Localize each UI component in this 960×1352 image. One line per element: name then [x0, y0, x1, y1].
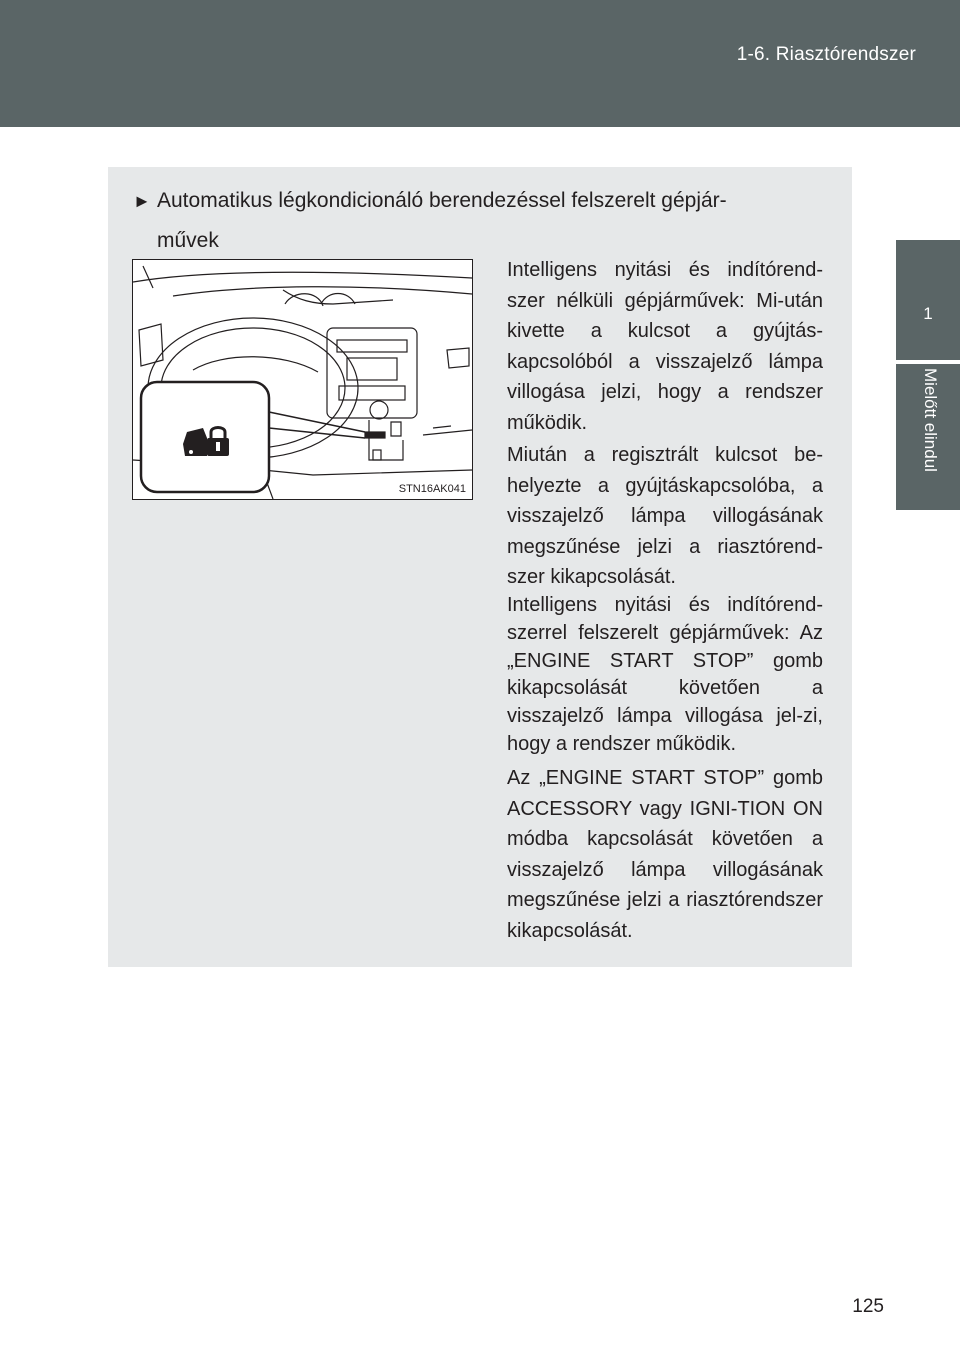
- dashboard-drawing: [133, 260, 472, 499]
- info-panel: [108, 167, 852, 967]
- section-title: 1-6. Riasztórendszer: [736, 44, 916, 65]
- paragraph-2: Miután a regisztrált kulcsot be-helyezte a gyújtáskapcsolóba, a visszajelző lámpa villogásának megszűnése jelzi a riasztórend-szer kikapcsolását.: [507, 444, 823, 588]
- chapter-tab: [896, 240, 960, 360]
- heading-line-1: Automatikus légkondicionáló berendezéssel felszerelt gépjár-: [157, 189, 727, 212]
- page-number: 125: [852, 1296, 884, 1317]
- chapter-tab-label-box: [896, 364, 960, 510]
- paragraph-4: Az „ENGINE START STOP” gomb ACCESSORY vagy IGNI-TION ON módba kapcsolását követően a visszajelző lámpa villogásának megszűnése jelzi a riasztórendszer kikapcsolását.: [507, 767, 823, 942]
- chapter-number: 1: [923, 304, 933, 323]
- header-bar: [0, 0, 960, 127]
- chapter-label: Mielőtt elindul: [921, 368, 940, 472]
- heading-line-2: művek: [157, 229, 219, 252]
- figure-code: STN16AK041: [398, 483, 466, 495]
- panel-heading: [133, 181, 828, 261]
- triangle-arrow-icon: ►: [133, 191, 151, 211]
- dashboard-illustration: [132, 259, 473, 500]
- paragraph-1: Intelligens nyitási és indítórend-szer nélküli gépjárművek: Mi-után kivette a kulcsot a gyújtás-kapcsolóból a visszajelző lámpa villogása jelzi, hogy a rendszer működik.: [507, 259, 823, 434]
- paragraph-3: Intelligens nyitási és indítórend-szerrel felszerelt gépjárművek: Az „ENGINE START STOP” gomb kikapcsolását követően a visszajelző lámpa villogása jel-zi, hogy a rendszer működik.: [507, 594, 823, 755]
